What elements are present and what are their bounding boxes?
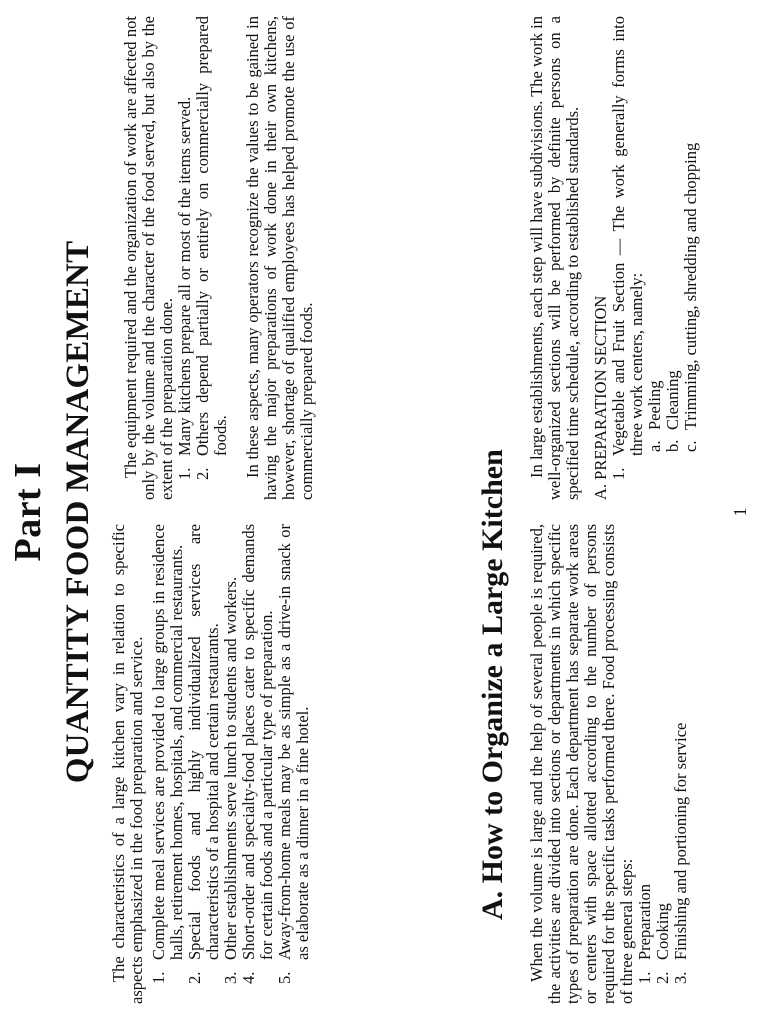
part-title: Part I: [7, 462, 49, 562]
preparation-column: [528, 16, 700, 500]
equipment-list: [176, 16, 230, 500]
list-item: 1. Vegetable and Fruit Section — The work generally forms into three work centers, namely:: [609, 16, 646, 480]
list-item: 1. Many kitchens prepare all or most of the items served.: [175, 96, 194, 480]
list-item: 3. Finishing and portioning for service: [671, 722, 690, 984]
organize-paragraph: When the volume is large and the help of several people is required, the activities are divided into sections or departments in which specific types of preparation are done. Each department has separate work areas or centers with space allotted according to the number of persons required for the specific tasks performed there. Food processing consists of three general steps:: [527, 524, 636, 1004]
steps-list: [636, 524, 690, 1004]
list-item: 2. Others depend partially or entirely on commercially prepared foods.: [193, 16, 230, 480]
list-item: 5. Away-from-home meals may be as simple as a drive-in snack or as elaborate as a dinner in a fine hotel.: [275, 524, 312, 984]
list-item: 3. Other establishments serve lunch to students and workers.: [221, 576, 240, 984]
intro-paragraph: The characteristics of a large kitchen vary in relation to specific aspects emphasized in the food preparation and service.: [109, 524, 146, 1004]
list-item: a. Peeling: [645, 380, 664, 452]
equipment-paragraph: The equipment required and the organization of work are affected not only by the volume and the character of the food served, but also by the extent of the preparation done.: [121, 16, 176, 500]
list-item: 1. Preparation: [635, 883, 654, 984]
organize-column: [528, 524, 690, 1004]
list-item: b. Cleaning: [663, 370, 682, 452]
preparation-list: [610, 16, 646, 500]
page-number: 1: [730, 507, 750, 517]
page-title: QUANTITY FOOD MANAGEMENT: [60, 240, 96, 784]
list-item: c. Trimming, cutting, shredding and chopping: [681, 142, 700, 452]
section-heading: A. How to Organize a Large Kitchen: [476, 449, 509, 920]
intro-list: [150, 524, 312, 1004]
intro-column: [110, 524, 312, 1004]
equipment-closing: In these aspects, many operators recognize the values to be gained in having the major preparations of work done in their own kitchens, however, shortage of qualified employees has helped promote the use of commercially prepared foods.: [243, 16, 316, 500]
list-item: 2. Cooking: [653, 903, 672, 984]
work-centers-list: [646, 16, 700, 500]
list-item: 4. Short-order and specialty-food places cater to specific demands for certain foods and a particular type of preparation.: [239, 524, 276, 984]
list-item: 1. Complete meal services are provided to large groups in residence halls, retirement homes, hospitals, and commercial restaurants.: [149, 524, 186, 984]
equipment-column: [122, 16, 316, 500]
subdivisions-paragraph: In large establishments, each step will have subdivisions. The work in well-organized sections will be performed by definite persons on a specified time schedule, according to established standards.: [527, 16, 582, 500]
list-item: 2. Special foods and highly individualized services are characteristics of a hospital and certain restaurants.: [185, 524, 222, 984]
preparation-heading: A. PREPARATION SECTION: [591, 295, 610, 500]
